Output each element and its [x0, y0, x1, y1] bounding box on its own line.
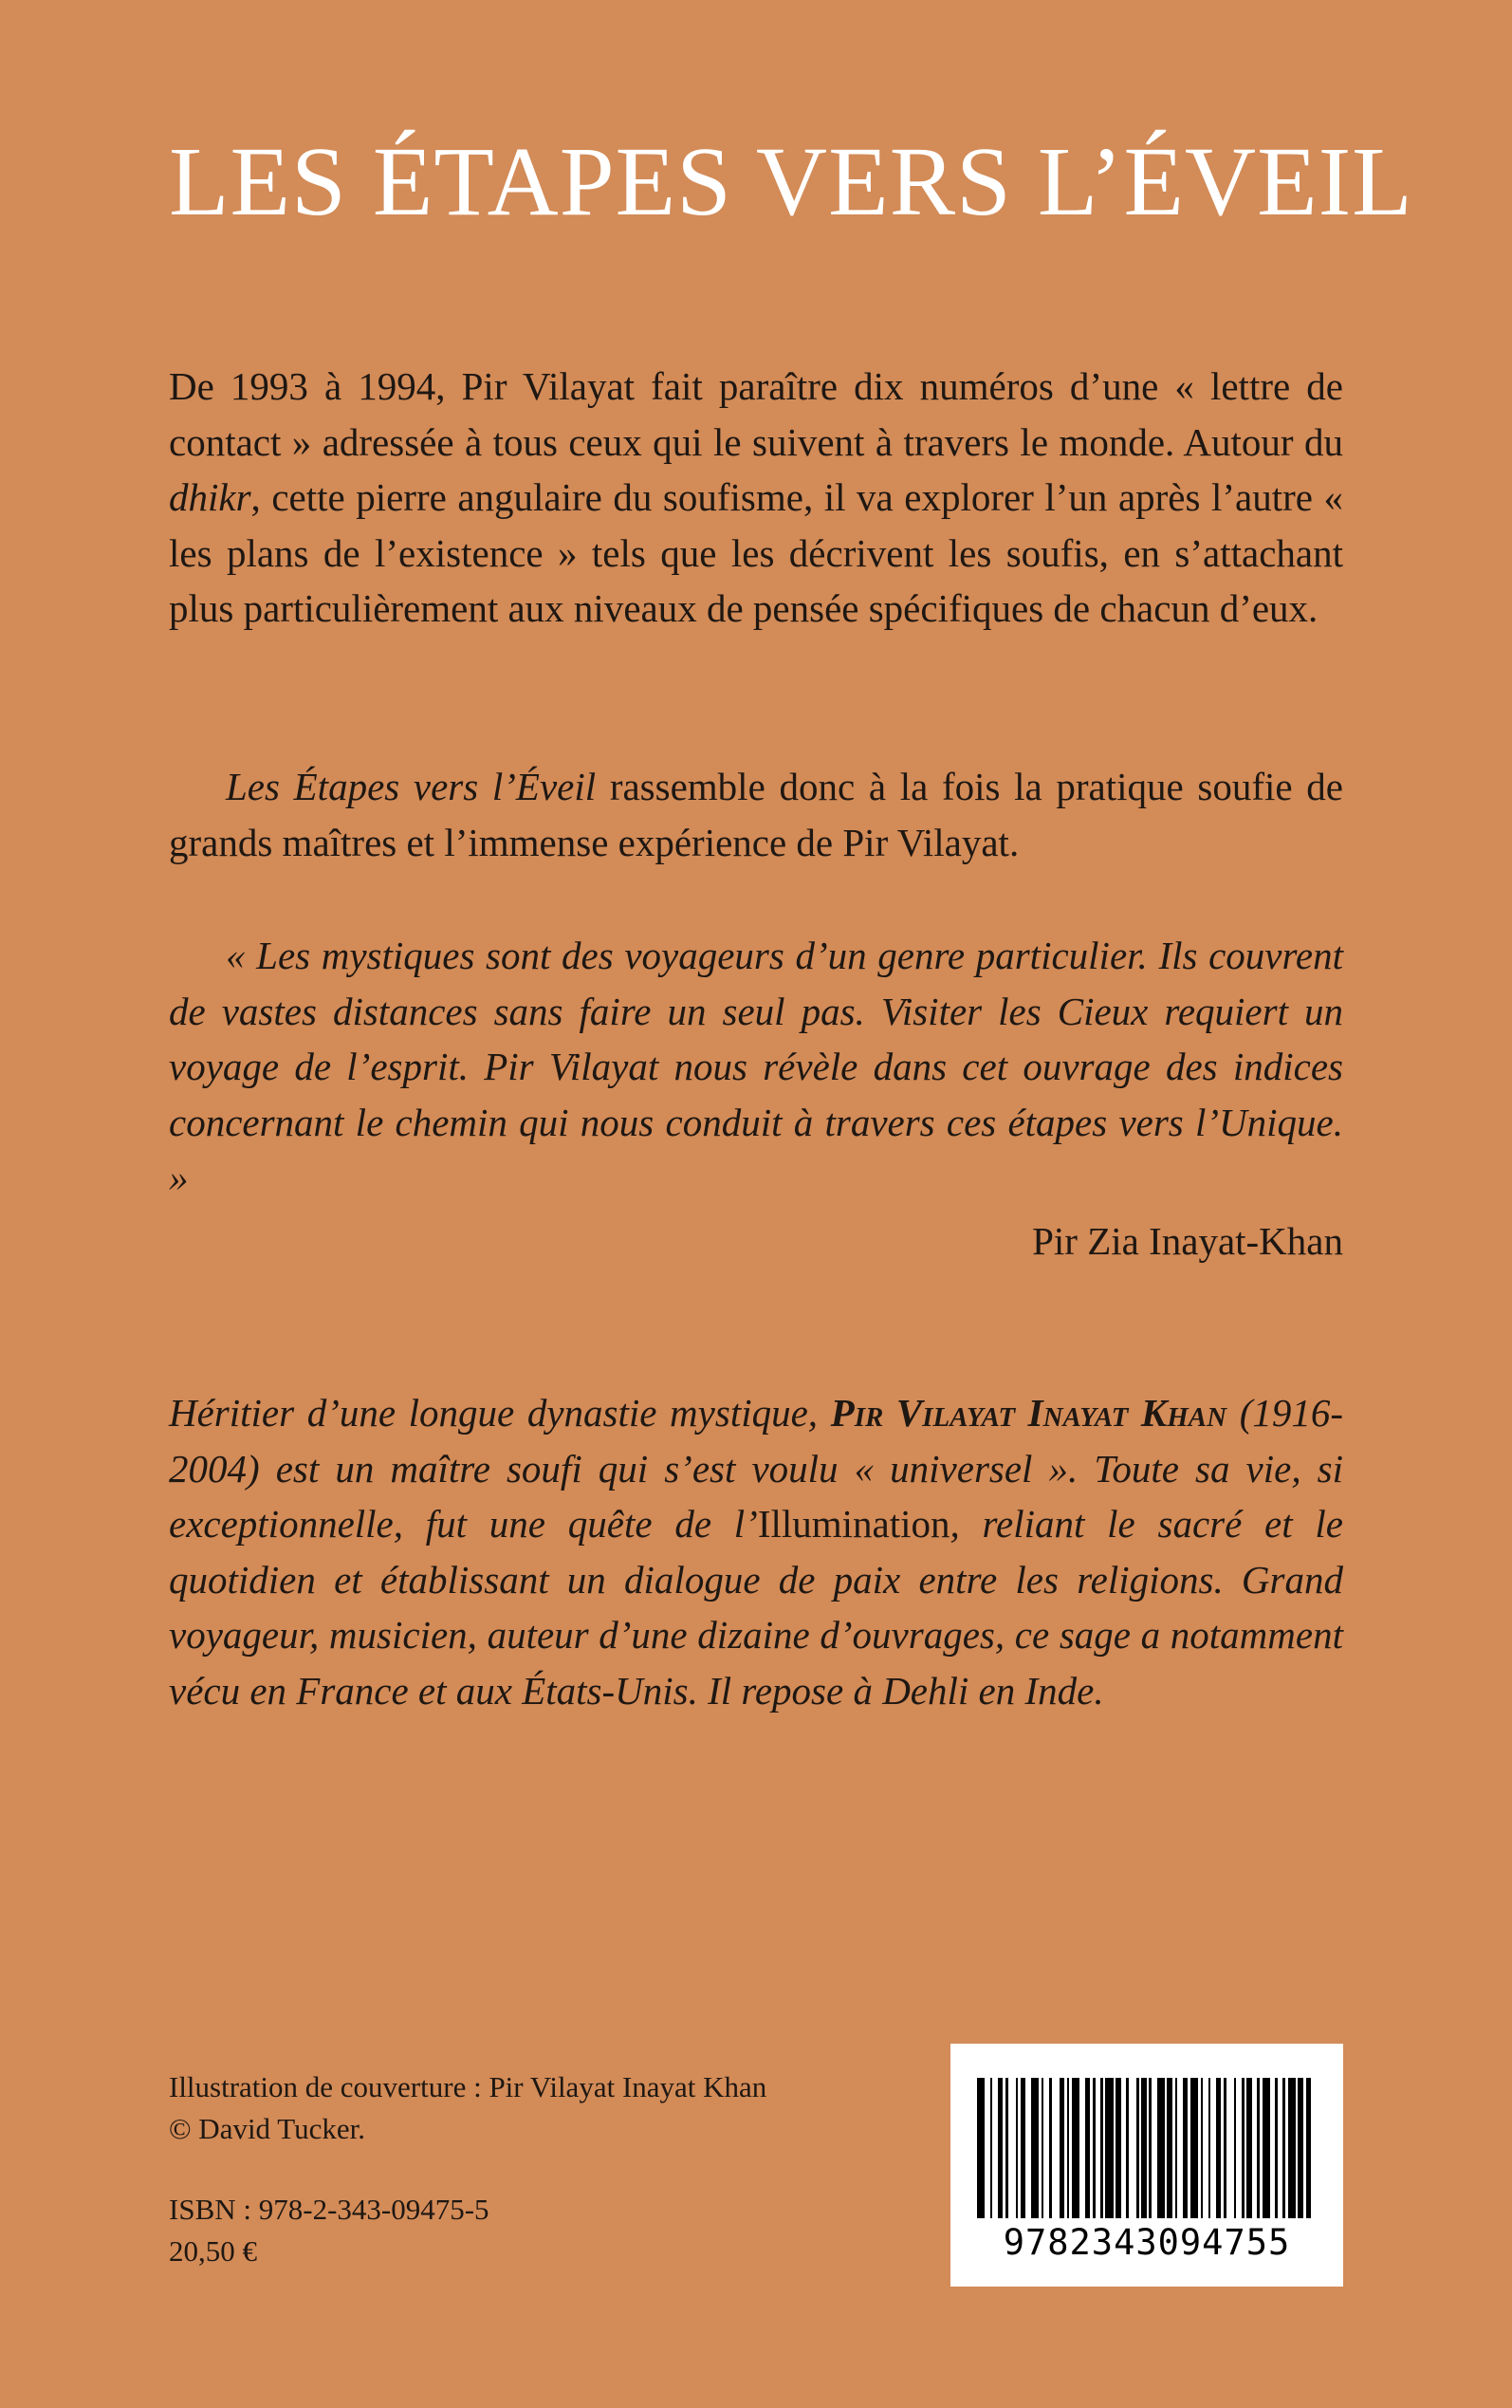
summary-paragraph-2 [169, 759, 1343, 870]
dhikr-term: dhikr [169, 475, 251, 519]
summary-paragraph-1 [169, 359, 1343, 637]
author-biography [169, 1385, 1343, 1718]
book-price: 20,50 € [169, 2234, 257, 2268]
copyright-credit: © David Tucker. [169, 2112, 365, 2145]
illumination-word: Illumination [757, 1502, 950, 1546]
quote-text: « Les mystiques sont des voyageurs d’un genre particulier. Ils couvrent de vastes distances sans faire un seul pas. Visiter les Cieux requiert un voyage de l’esprit. Pir Vilayat nous révèle dans cet ouvrage des indices concernant le chemin qui nous conduit à travers ces étapes vers l’Unique. » [169, 934, 1343, 1199]
book-title: LES ÉTAPES VERS L’ÉVEIL [169, 127, 1413, 236]
summary-2-text: rassemble donc à la fois la pratique soufie de grands maîtres et l’immense expérience de Pir Vilayat. [169, 765, 1343, 864]
author-name: Pir Vilayat Inayat Khan [830, 1391, 1227, 1435]
summary-text-start: De 1993 à 1994, Pir Vilayat fait paraître dix numéros d’une « lettre de contact » adressée à tous ceux qui le suivent à travers le monde. Autour du [169, 364, 1343, 464]
endorsement-quote [169, 928, 1343, 1206]
cover-credits [169, 2066, 766, 2150]
isbn-number: ISBN : 978-2-343-09475-5 [169, 2193, 489, 2226]
bio-text-start: Héritier d’une longue dynastie mystique, [169, 1391, 831, 1435]
summary-text-end: , cette pierre angulaire du soufisme, il va explorer l’un après l’autre « les plans de l’existence » tels que les décrivent les soufis, en s’attachant plus particulièrement aux niveaux de pensée spécifiques de chacun d’eux. [169, 475, 1343, 630]
barcode-digits: 9782343094755 [1003, 2222, 1291, 2263]
barcode-panel [950, 2044, 1343, 2287]
bio-text-middle: (1916-2004) est un maître soufi qui s’est voulu « universel ». Toute sa vie, si exceptionnelle, fut une quête de l’ [169, 1391, 1343, 1546]
book-title-inline: Les Étapes vers l’Éveil [226, 765, 597, 808]
barcode-icon [977, 2078, 1317, 2218]
isbn-price-block [169, 2189, 489, 2272]
quote-author: Pir Zia Inayat-Khan [1032, 1219, 1343, 1263]
bio-text-end: , reliant le sacré et le quotidien et établissant un dialogue de paix entre les religions. Grand voyageur, musicien, auteur d’une dizaine d’ouvrages, ce sage a notamment vécu en France et aux États-Unis. Il repose à Dehli en Inde. [169, 1502, 1343, 1713]
illustration-credit: Illustration de couverture : Pir Vilayat Inayat Khan [169, 2070, 767, 2103]
